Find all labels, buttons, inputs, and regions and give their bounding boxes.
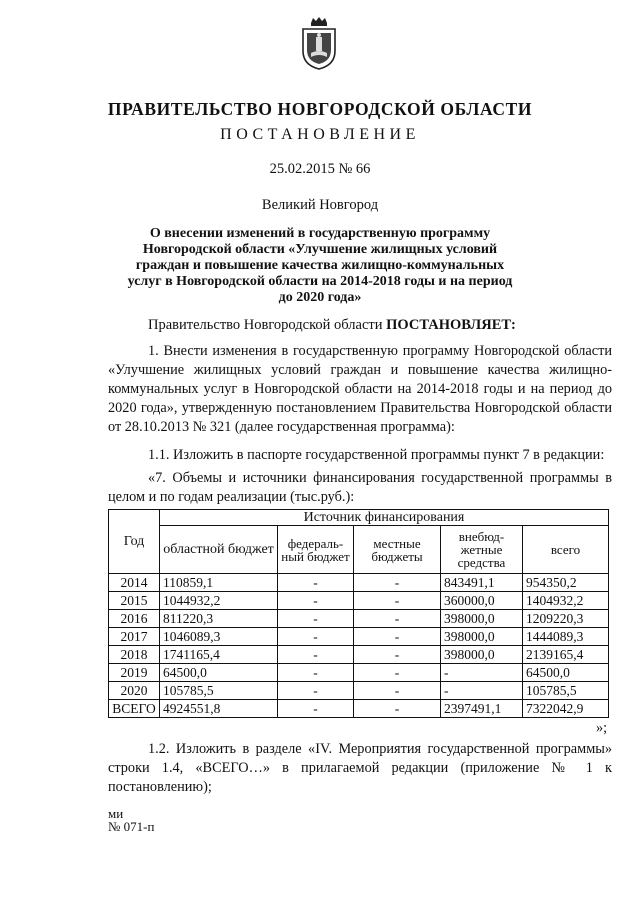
cell-federal: -	[278, 574, 354, 592]
cell-extra: 398000,0	[441, 646, 523, 664]
cell-total: 64500,0	[523, 664, 609, 682]
cell-regional: 4924551,8	[160, 700, 278, 718]
cell-local: -	[354, 574, 441, 592]
cell-local: -	[354, 628, 441, 646]
col-header-extrabudget: внебюд-жетные средства	[441, 526, 523, 574]
table-row	[109, 646, 609, 664]
cell-extra: -	[441, 664, 523, 682]
cell-year: 2018	[109, 646, 160, 664]
footer-number: № 071-п	[108, 819, 155, 834]
year-header: Год	[109, 510, 160, 574]
table-row	[109, 700, 609, 718]
paragraph-item-7: «7. Объемы и источники финансирования государственной программы в целом и по годам реализации (тыс.руб.):	[108, 470, 612, 505]
paragraph-1-2: 1.2. Изложить в разделе «IV. Мероприятия государственной программы» строки 1.4, «ВСЕГО…» в прилагаемой редакции (приложение № 1 к постановлению);	[108, 741, 612, 795]
table-row	[109, 574, 609, 592]
document-subject: О внесении изменений в государственную программу Новгородской области «Улучшение жилищных условий граждан и повышение качества жилищно-коммунальных услуг в Новгородской области на 2014-2018 годы и на период до 2020 года»	[127, 226, 513, 305]
cell-extra: 398000,0	[441, 628, 523, 646]
cell-local: -	[354, 610, 441, 628]
cell-year: 2019	[109, 664, 160, 682]
cell-year: 2017	[109, 628, 160, 646]
cell-regional: 1046089,3	[160, 628, 278, 646]
cell-federal: -	[278, 592, 354, 610]
paragraph-1-1: 1.1. Изложить в паспорте государственной программы пункт 7 в редакции:	[148, 447, 605, 463]
table-row	[109, 628, 609, 646]
table-row	[109, 592, 609, 610]
government-title: ПРАВИТЕЛЬСТВО НОВГОРОДСКОЙ ОБЛАСТИ	[107, 99, 533, 119]
paragraph-1: 1. Внести изменения в государственную программу Новгородской области «Улучшение жилищных условий граждан и повышение качества жилищно-коммунальных услуг в Новгородской области на 2014-2018 годы и на период до 2020 года», утвержденную постановлением Правительства Новгородской области от 28.10.2013 № 321 (далее государственная программа):	[108, 343, 612, 435]
cell-year: ВСЕГО	[109, 700, 160, 718]
resolve-prefix: Правительство Новгородской области	[148, 317, 387, 333]
coat-of-arms-emblem	[299, 15, 339, 71]
cell-extra: 2397491,1	[441, 700, 523, 718]
cell-extra: -	[441, 682, 523, 700]
cell-regional: 64500,0	[160, 664, 278, 682]
document-type: ПОСТАНОВЛЕНИЕ	[220, 126, 420, 143]
cell-total: 105785,5	[523, 682, 609, 700]
cell-extra: 843491,1	[441, 574, 523, 592]
col-header-total: всего	[523, 526, 609, 574]
cell-local: -	[354, 592, 441, 610]
cell-federal: -	[278, 682, 354, 700]
cell-federal: -	[278, 628, 354, 646]
cell-year: 2020	[109, 682, 160, 700]
cell-extra: 398000,0	[441, 610, 523, 628]
cell-local: -	[354, 700, 441, 718]
cell-local: -	[354, 664, 441, 682]
cell-regional: 1044932,2	[160, 592, 278, 610]
cell-federal: -	[278, 646, 354, 664]
col-header-regional: областной бюджет	[160, 526, 278, 574]
cell-total: 1404932,2	[523, 592, 609, 610]
resolve-line	[148, 317, 516, 334]
footer-initials: ми	[108, 806, 124, 821]
cell-federal: -	[278, 664, 354, 682]
cell-total: 2139165,4	[523, 646, 609, 664]
document-date-number: 25.02.2015 № 66	[269, 161, 371, 177]
cell-year: 2014	[109, 574, 160, 592]
col-header-federal: федераль-ный бюджет	[278, 526, 354, 574]
document-city: Великий Новгород	[261, 197, 379, 213]
cell-local: -	[354, 682, 441, 700]
table-row	[109, 664, 609, 682]
table-row	[109, 682, 609, 700]
table-closing-quote: »;	[596, 720, 608, 736]
cell-federal: -	[278, 700, 354, 718]
cell-total: 7322042,9	[523, 700, 609, 718]
cell-federal: -	[278, 610, 354, 628]
cell-regional: 110859,1	[160, 574, 278, 592]
cell-year: 2016	[109, 610, 160, 628]
cell-local: -	[354, 646, 441, 664]
cell-year: 2015	[109, 592, 160, 610]
table-row	[109, 610, 609, 628]
cell-regional: 105785,5	[160, 682, 278, 700]
cell-regional: 811220,3	[160, 610, 278, 628]
cell-total: 1444089,3	[523, 628, 609, 646]
cell-extra: 360000,0	[441, 592, 523, 610]
cell-regional: 1741165,4	[160, 646, 278, 664]
col-header-local: местные бюджеты	[354, 526, 441, 574]
cell-total: 954350,2	[523, 574, 609, 592]
financing-source-header: Источник финансирования	[160, 510, 609, 526]
cell-total: 1209220,3	[523, 610, 609, 628]
resolve-word: ПОСТАНОВЛЯЕТ:	[386, 317, 516, 333]
financing-table	[108, 509, 609, 718]
